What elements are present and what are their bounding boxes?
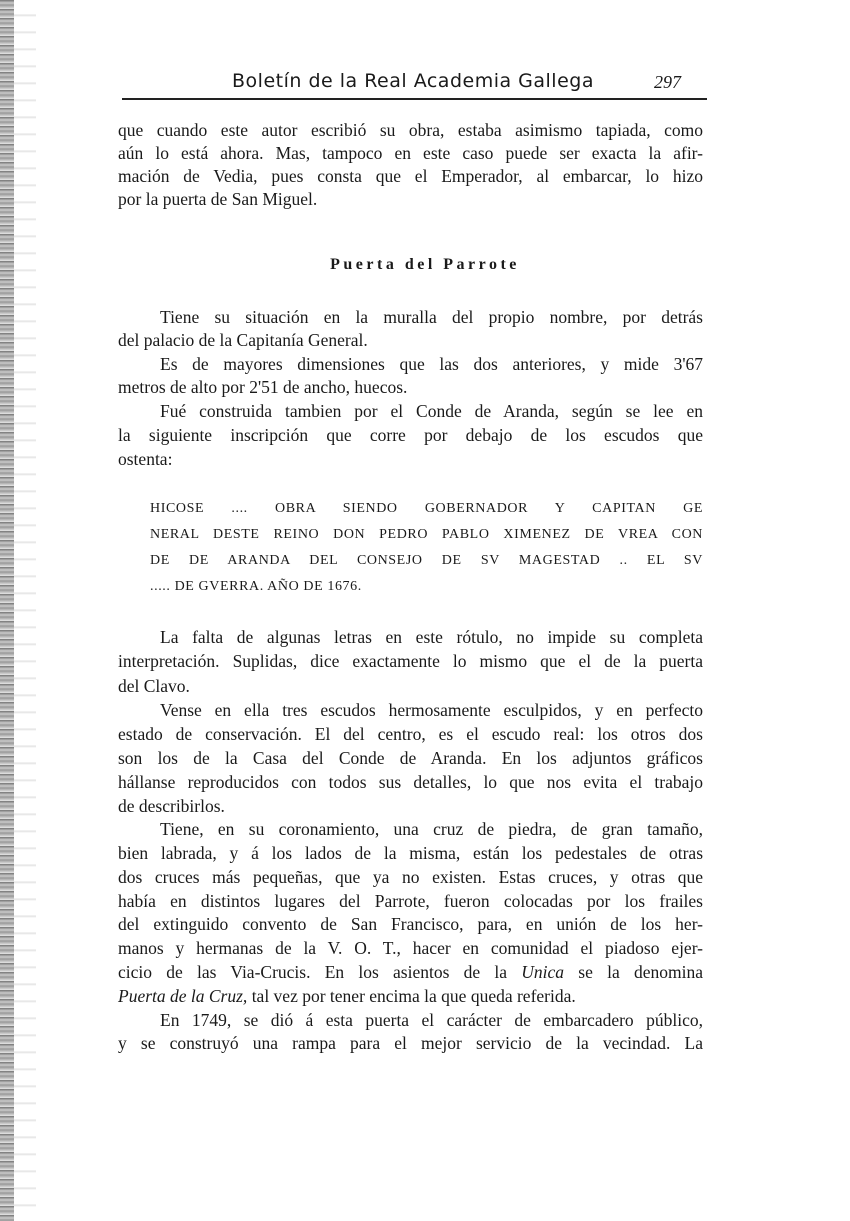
text-line: Puerta de la Cruz, tal vez por tener encima la que queda referida. — [118, 986, 576, 1006]
text-line: aún lo está ahora. Mas, tampoco en este caso puede ser exacta la afir- — [118, 143, 703, 163]
italic-term: Unica — [521, 962, 565, 982]
text-line: del extinguido convento de San Francisco, para, en unión de los her- — [118, 914, 703, 934]
inscription-line: HICOSE .... OBRA SIENDO GOBERNADOR Y CAPITAN GE — [150, 501, 703, 516]
text-line: del Clavo. — [118, 676, 190, 696]
scan-binding-edge — [0, 0, 14, 1221]
text-line: ostenta: — [118, 449, 173, 469]
text-line: son los de la Casa del Conde de Aranda. En los adjuntos gráficos — [118, 748, 703, 768]
text-line: estado de conservación. El del centro, es el escudo real: los otros dos — [118, 724, 703, 744]
text-line: Fué construida tambien por el Conde de Aranda, según se lee en — [160, 401, 703, 421]
italic-term: Puerta de la Cruz, — [118, 986, 248, 1006]
section-title: Puerta del Parrote — [330, 256, 520, 273]
running-header: Boletín de la Real Academia Gallega — [232, 70, 594, 92]
text-line: hállanse reproducidos con todos sus detalles, lo que nos evita el trabajo — [118, 772, 703, 792]
text-line: de describirlos. — [118, 796, 225, 816]
text-line: Vense en ella tres escudos hermosamente esculpidos, y en perfecto — [160, 700, 703, 720]
scan-binding-shadow — [14, 0, 36, 1221]
header-rule — [122, 98, 707, 100]
text-line: y se construyó una rampa para el mejor servicio de la vecindad. La — [118, 1033, 703, 1053]
text-line: manos y hermanas de la V. O. T., hacer en comunidad el piadoso ejer- — [118, 938, 703, 958]
text-line: que cuando este autor escribió su obra, estaba asimismo tapiada, como — [118, 120, 703, 140]
inscription-line: ..... DE GVERRA. AÑO DE 1676. — [150, 579, 362, 594]
text-line: del palacio de la Capitanía General. — [118, 330, 368, 350]
text-line: mación de Vedia, pues consta que el Emperador, al embarcar, lo hizo — [118, 166, 703, 186]
text-line: En 1749, se dió á esta puerta el carácter de embarcadero público, — [160, 1010, 703, 1030]
text-line: bien labrada, y á los lados de la misma, están los pedestales de otras — [118, 843, 703, 863]
text-line: Tiene su situación en la muralla del propio nombre, por detrás — [160, 307, 703, 327]
text-line: metros de alto por 2'51 de ancho, huecos. — [118, 377, 408, 397]
text-line: interpretación. Suplidas, dice exactamente lo mismo que el de la puerta — [118, 651, 703, 671]
text-line: cicio de las Via-Crucis. En los asientos de la Unica se la denomina — [118, 962, 703, 982]
inscription-line: NERAL DESTE REINO DON PEDRO PABLO XIMENEZ DE VREA CON — [150, 527, 703, 542]
page-number: 297 — [654, 72, 681, 92]
text-line: Es de mayores dimensiones que las dos anteriores, y mide 3'67 — [160, 354, 703, 374]
text-line: había en distintos lugares del Parrote, fueron colocadas por los frailes — [118, 891, 703, 911]
inscription-line: DE DE ARANDA DEL CONSEJO DE SV MAGESTAD .. EL SV — [150, 553, 703, 568]
text-line: la siguiente inscripción que corre por debajo de los escudos que — [118, 425, 703, 445]
text-line: dos cruces más pequeñas, que ya no existen. Estas cruces, y otras que — [118, 867, 703, 887]
text-line: La falta de algunas letras en este rótulo, no impide su completa — [160, 627, 703, 647]
text-line: por la puerta de San Miguel. — [118, 189, 318, 209]
text-line: Tiene, en su coronamiento, una cruz de piedra, de gran tamaño, — [160, 819, 703, 839]
